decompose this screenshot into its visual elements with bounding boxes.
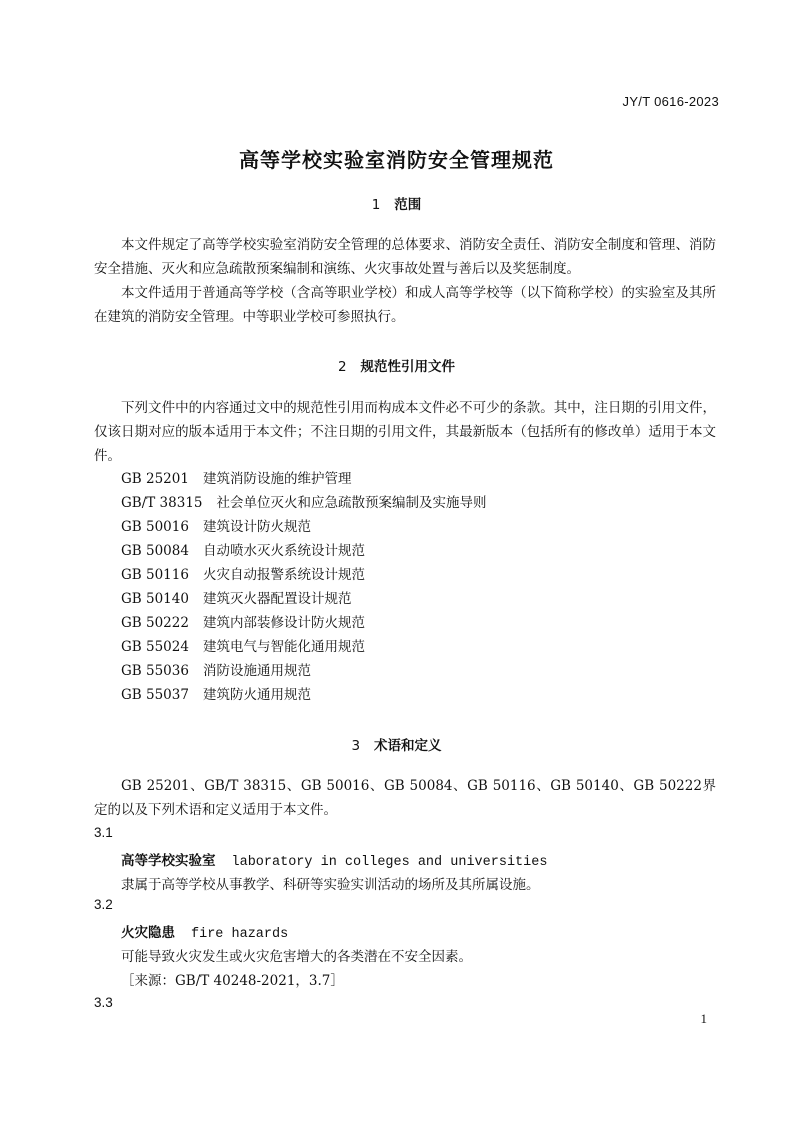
reference-title: 建筑内部装修设计防火规范 bbox=[202, 615, 365, 631]
section-title: 范围 bbox=[394, 197, 422, 213]
reference-code: GB/T 38315 bbox=[121, 495, 203, 511]
reference-code: GB 50084 bbox=[121, 543, 189, 559]
reference-item bbox=[121, 563, 365, 587]
section-heading-scope bbox=[0, 193, 793, 213]
term-source: ［来源：GB/T 40248-2021，3.7］ bbox=[121, 973, 344, 989]
reference-code: GB 50016 bbox=[121, 519, 189, 535]
term-definition: 隶属于高等学校从事教学、科研等实验实训活动的场所及其所属设施。 bbox=[121, 877, 540, 893]
reference-code: GB 55024 bbox=[121, 639, 189, 655]
reference-title: 建筑防火通用规范 bbox=[202, 687, 311, 703]
reference-title: 建筑设计防火规范 bbox=[202, 519, 311, 535]
reference-item bbox=[121, 467, 351, 491]
reference-item bbox=[121, 491, 487, 515]
reference-code: GB 55036 bbox=[121, 663, 189, 679]
document-title: 高等学校实验室消防安全管理规范 bbox=[239, 148, 554, 172]
term-english: laboratory in colleges and universities bbox=[231, 855, 548, 870]
reference-title: 消防设施通用规范 bbox=[202, 663, 311, 679]
term-chinese: 火灾隐患 bbox=[121, 925, 175, 941]
reference-title: 火灾自动报警系统设计规范 bbox=[202, 567, 365, 583]
reference-item bbox=[121, 611, 365, 635]
reference-item bbox=[121, 659, 311, 683]
reference-item bbox=[121, 683, 311, 707]
reference-title: 建筑消防设施的维护管理 bbox=[202, 471, 352, 487]
term-number: 3.1 bbox=[94, 825, 113, 840]
reference-title: 建筑灭火器配置设计规范 bbox=[202, 591, 352, 607]
term-definition: 可能导致火灾发生或火灾危害增大的各类潜在不安全因素。 bbox=[121, 949, 472, 965]
section-number: 3 bbox=[351, 738, 361, 754]
section-title: 规范性引用文件 bbox=[360, 359, 456, 375]
reference-title: 自动喷水灭火系统设计规范 bbox=[202, 543, 365, 559]
page-number: 1 bbox=[700, 1011, 707, 1026]
reference-code: GB 50222 bbox=[121, 615, 189, 631]
term-chinese: 高等学校实验室 bbox=[121, 853, 216, 869]
section-heading-terms bbox=[0, 734, 793, 754]
term-number: 3.2 bbox=[94, 897, 113, 912]
reference-code: GB 25201 bbox=[121, 471, 189, 487]
scope-paragraph-1: 本文件规定了高等学校实验室消防安全管理的总体要求、消防安全责任、消防安全制度和管理、消防安全措施、灭火和应急疏散预案编制和演练、火灾事故处置与善后以及奖惩制度。 bbox=[94, 237, 716, 277]
normative-intro: 下列文件中的内容通过文中的规范性引用而构成本文件必不可少的条款。其中，注日期的引用文件，仅该日期对应的版本适用于本文件；不注日期的引用文件，其最新版本（包括所有的修改单）适用于本文件。 bbox=[94, 400, 716, 464]
section-number: 2 bbox=[337, 359, 347, 375]
reference-code: GB 55037 bbox=[121, 687, 189, 703]
term-number: 3.3 bbox=[94, 995, 113, 1010]
reference-code: GB 50140 bbox=[121, 591, 189, 607]
term-english: fire hazards bbox=[191, 927, 289, 942]
reference-item bbox=[121, 515, 311, 539]
reference-title: 建筑电气与智能化通用规范 bbox=[202, 639, 365, 655]
reference-code: GB 50116 bbox=[121, 567, 189, 583]
term-entry bbox=[121, 849, 547, 870]
reference-item bbox=[121, 587, 351, 611]
scope-paragraph-2: 本文件适用于普通高等学校（含高等职业学校）和成人高等学校等（以下简称学校）的实验室及其所在建筑的消防安全管理。中等职业学校可参照执行。 bbox=[94, 285, 716, 325]
standard-code: JY/T 0616-2023 bbox=[622, 94, 719, 109]
section-title: 术语和定义 bbox=[374, 738, 442, 754]
term-entry bbox=[121, 921, 288, 942]
reference-title: 社会单位灭火和应急疏散预案编制及实施导则 bbox=[216, 495, 487, 511]
section-number: 1 bbox=[371, 197, 381, 213]
terms-intro: GB 25201、GB/T 38315、GB 50016、GB 50084、GB 50116、GB 50140、GB 50222界定的以及下列术语和定义适用于本文件。 bbox=[94, 778, 716, 818]
section-heading-normative bbox=[0, 355, 793, 375]
reference-item bbox=[121, 635, 365, 659]
reference-item bbox=[121, 539, 365, 563]
